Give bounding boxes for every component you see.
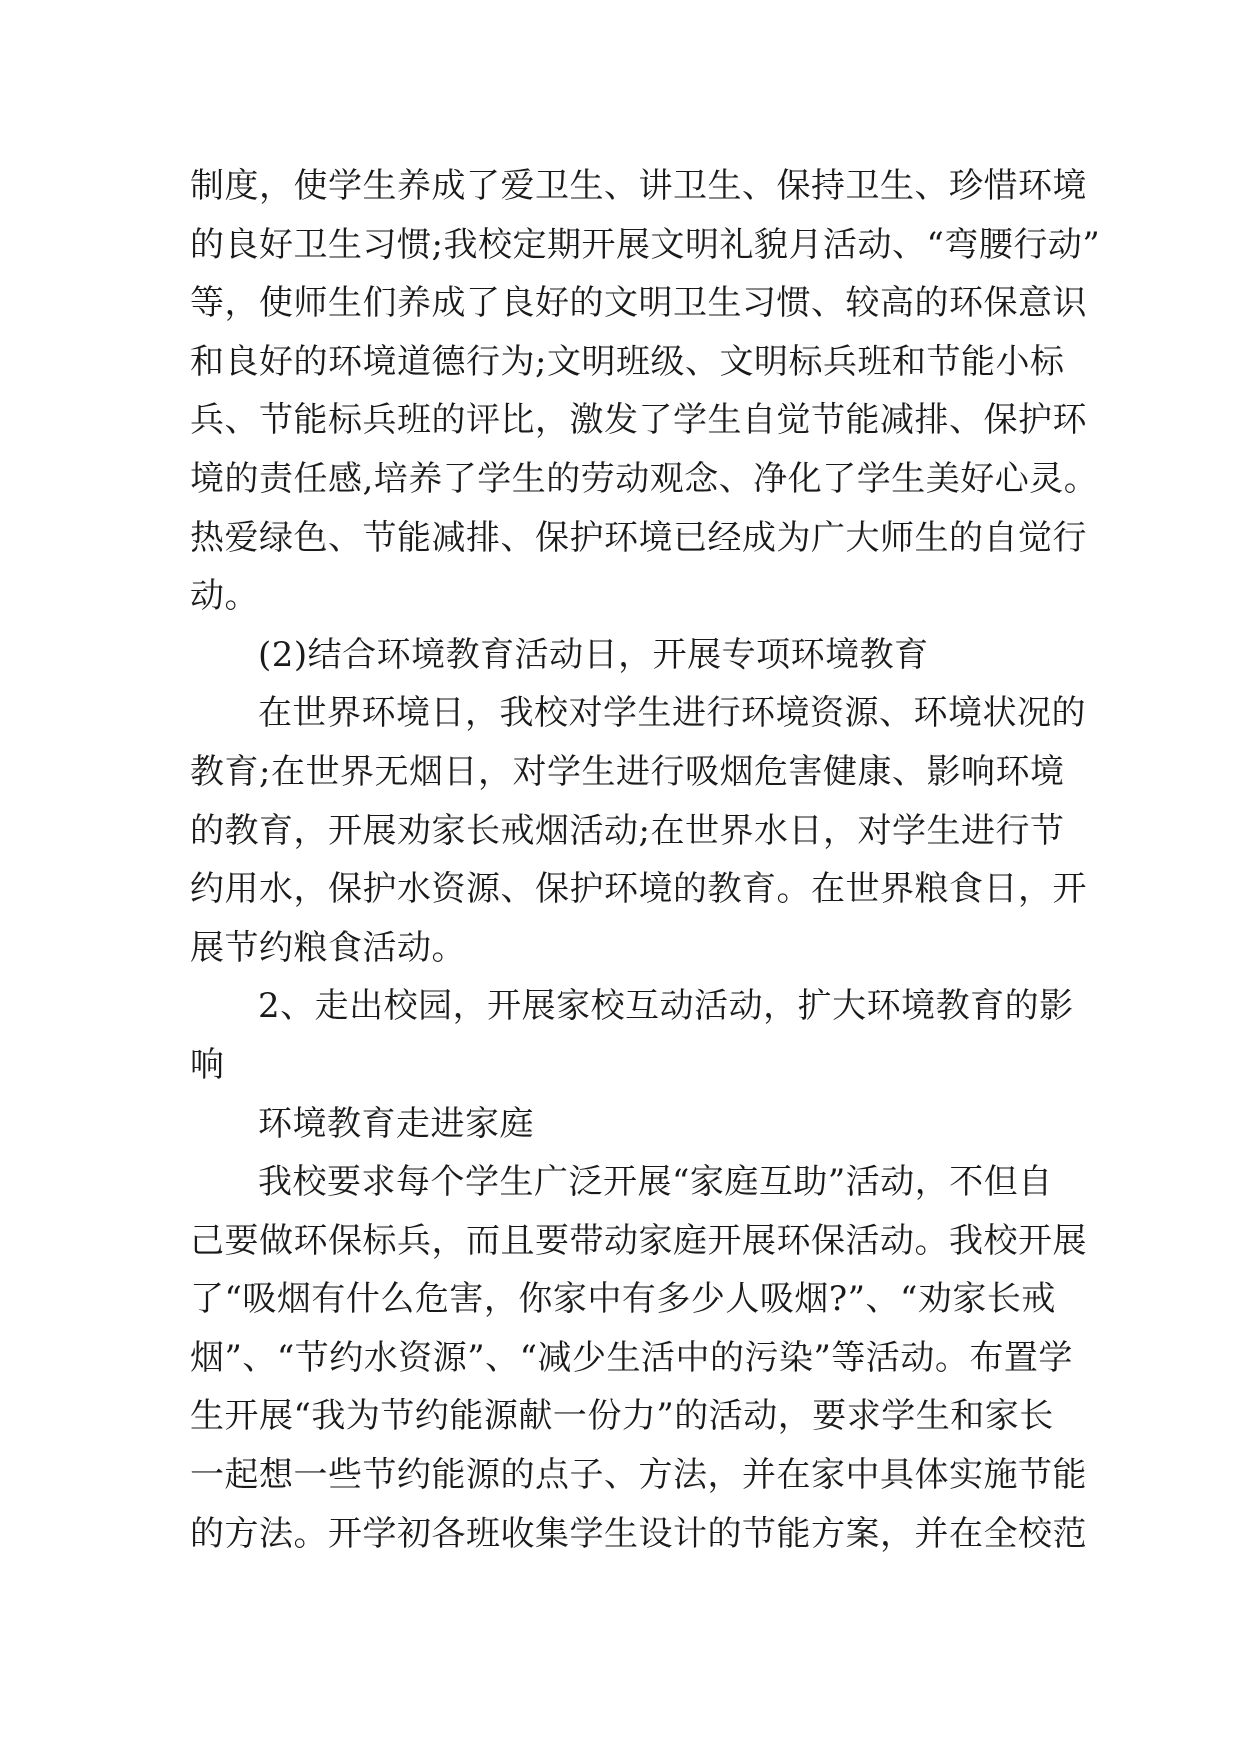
text-line: 生开展“我为节约能源献一份力”的活动，要求学生和家长 (190, 1396, 1054, 1437)
text-line: 一起想一些节约能源的点子、方法，并在家中具体实施节能 (190, 1455, 1087, 1496)
text-line: 的方法。开学初各班收集学生设计的节能方案，并在全校范 (190, 1513, 1087, 1554)
text-line: 展节约粮食活动。 (190, 927, 466, 968)
text-line: 己要做环保标兵，而且要带动家庭开展环保活动。我校开展 (190, 1220, 1087, 1261)
text-line: 动。 (190, 576, 259, 617)
body-text (190, 157, 1101, 1563)
text-line: 环境教育走进家庭 (258, 1103, 534, 1144)
text-line: (2)结合环境教育活动日，开展专项环境教育 (258, 634, 929, 675)
text-line: 烟”、“节约水资源”、“减少生活中的污染”等活动。布置学 (190, 1337, 1073, 1378)
text-line: 2、走出校园，开展家校互动活动，扩大环境教育的影 (258, 986, 1074, 1027)
text-line: 境的责任感,培养了学生的劳动观念、净化了学生美好心灵。 (190, 458, 1099, 499)
text-line: 的教育，开展劝家长戒烟活动;在世界水日，对学生进行节 (190, 810, 1065, 851)
text-line: 等，使师生们养成了良好的文明卫生习惯、较高的环保意识 (190, 283, 1087, 324)
text-line: 我校要求每个学生广泛开展“家庭互助”活动，不但自 (258, 1162, 1053, 1203)
text-line: 兵、节能标兵班的评比，激发了学生自觉节能减排、保护环 (190, 400, 1087, 441)
text-line: 的良好卫生习惯;我校定期开展文明礼貌月活动、“弯腰行动” (190, 224, 1101, 265)
text-line: 响 (190, 1044, 225, 1085)
text-line: 教育;在世界无烟日，对学生进行吸烟危害健康、影响环境 (190, 751, 1065, 792)
text-line: 和良好的环境道德行为;文明班级、文明标兵班和节能小标 (190, 341, 1065, 382)
text-line: 了“吸烟有什么危害，你家中有多少人吸烟?”、“劝家长戒 (190, 1279, 1056, 1320)
text-line: 热爱绿色、节能减排、保护环境已经成为广大师生的自觉行 (190, 517, 1087, 558)
text-line: 制度，使学生养成了爱卫生、讲卫生、保持卫生、珍惜环境 (190, 166, 1087, 206)
text-line: 在世界环境日，我校对学生进行环境资源、环境状况的 (258, 693, 1086, 734)
text-line: 约用水，保护水资源、保护环境的教育。在世界粮食日，开 (190, 869, 1087, 910)
